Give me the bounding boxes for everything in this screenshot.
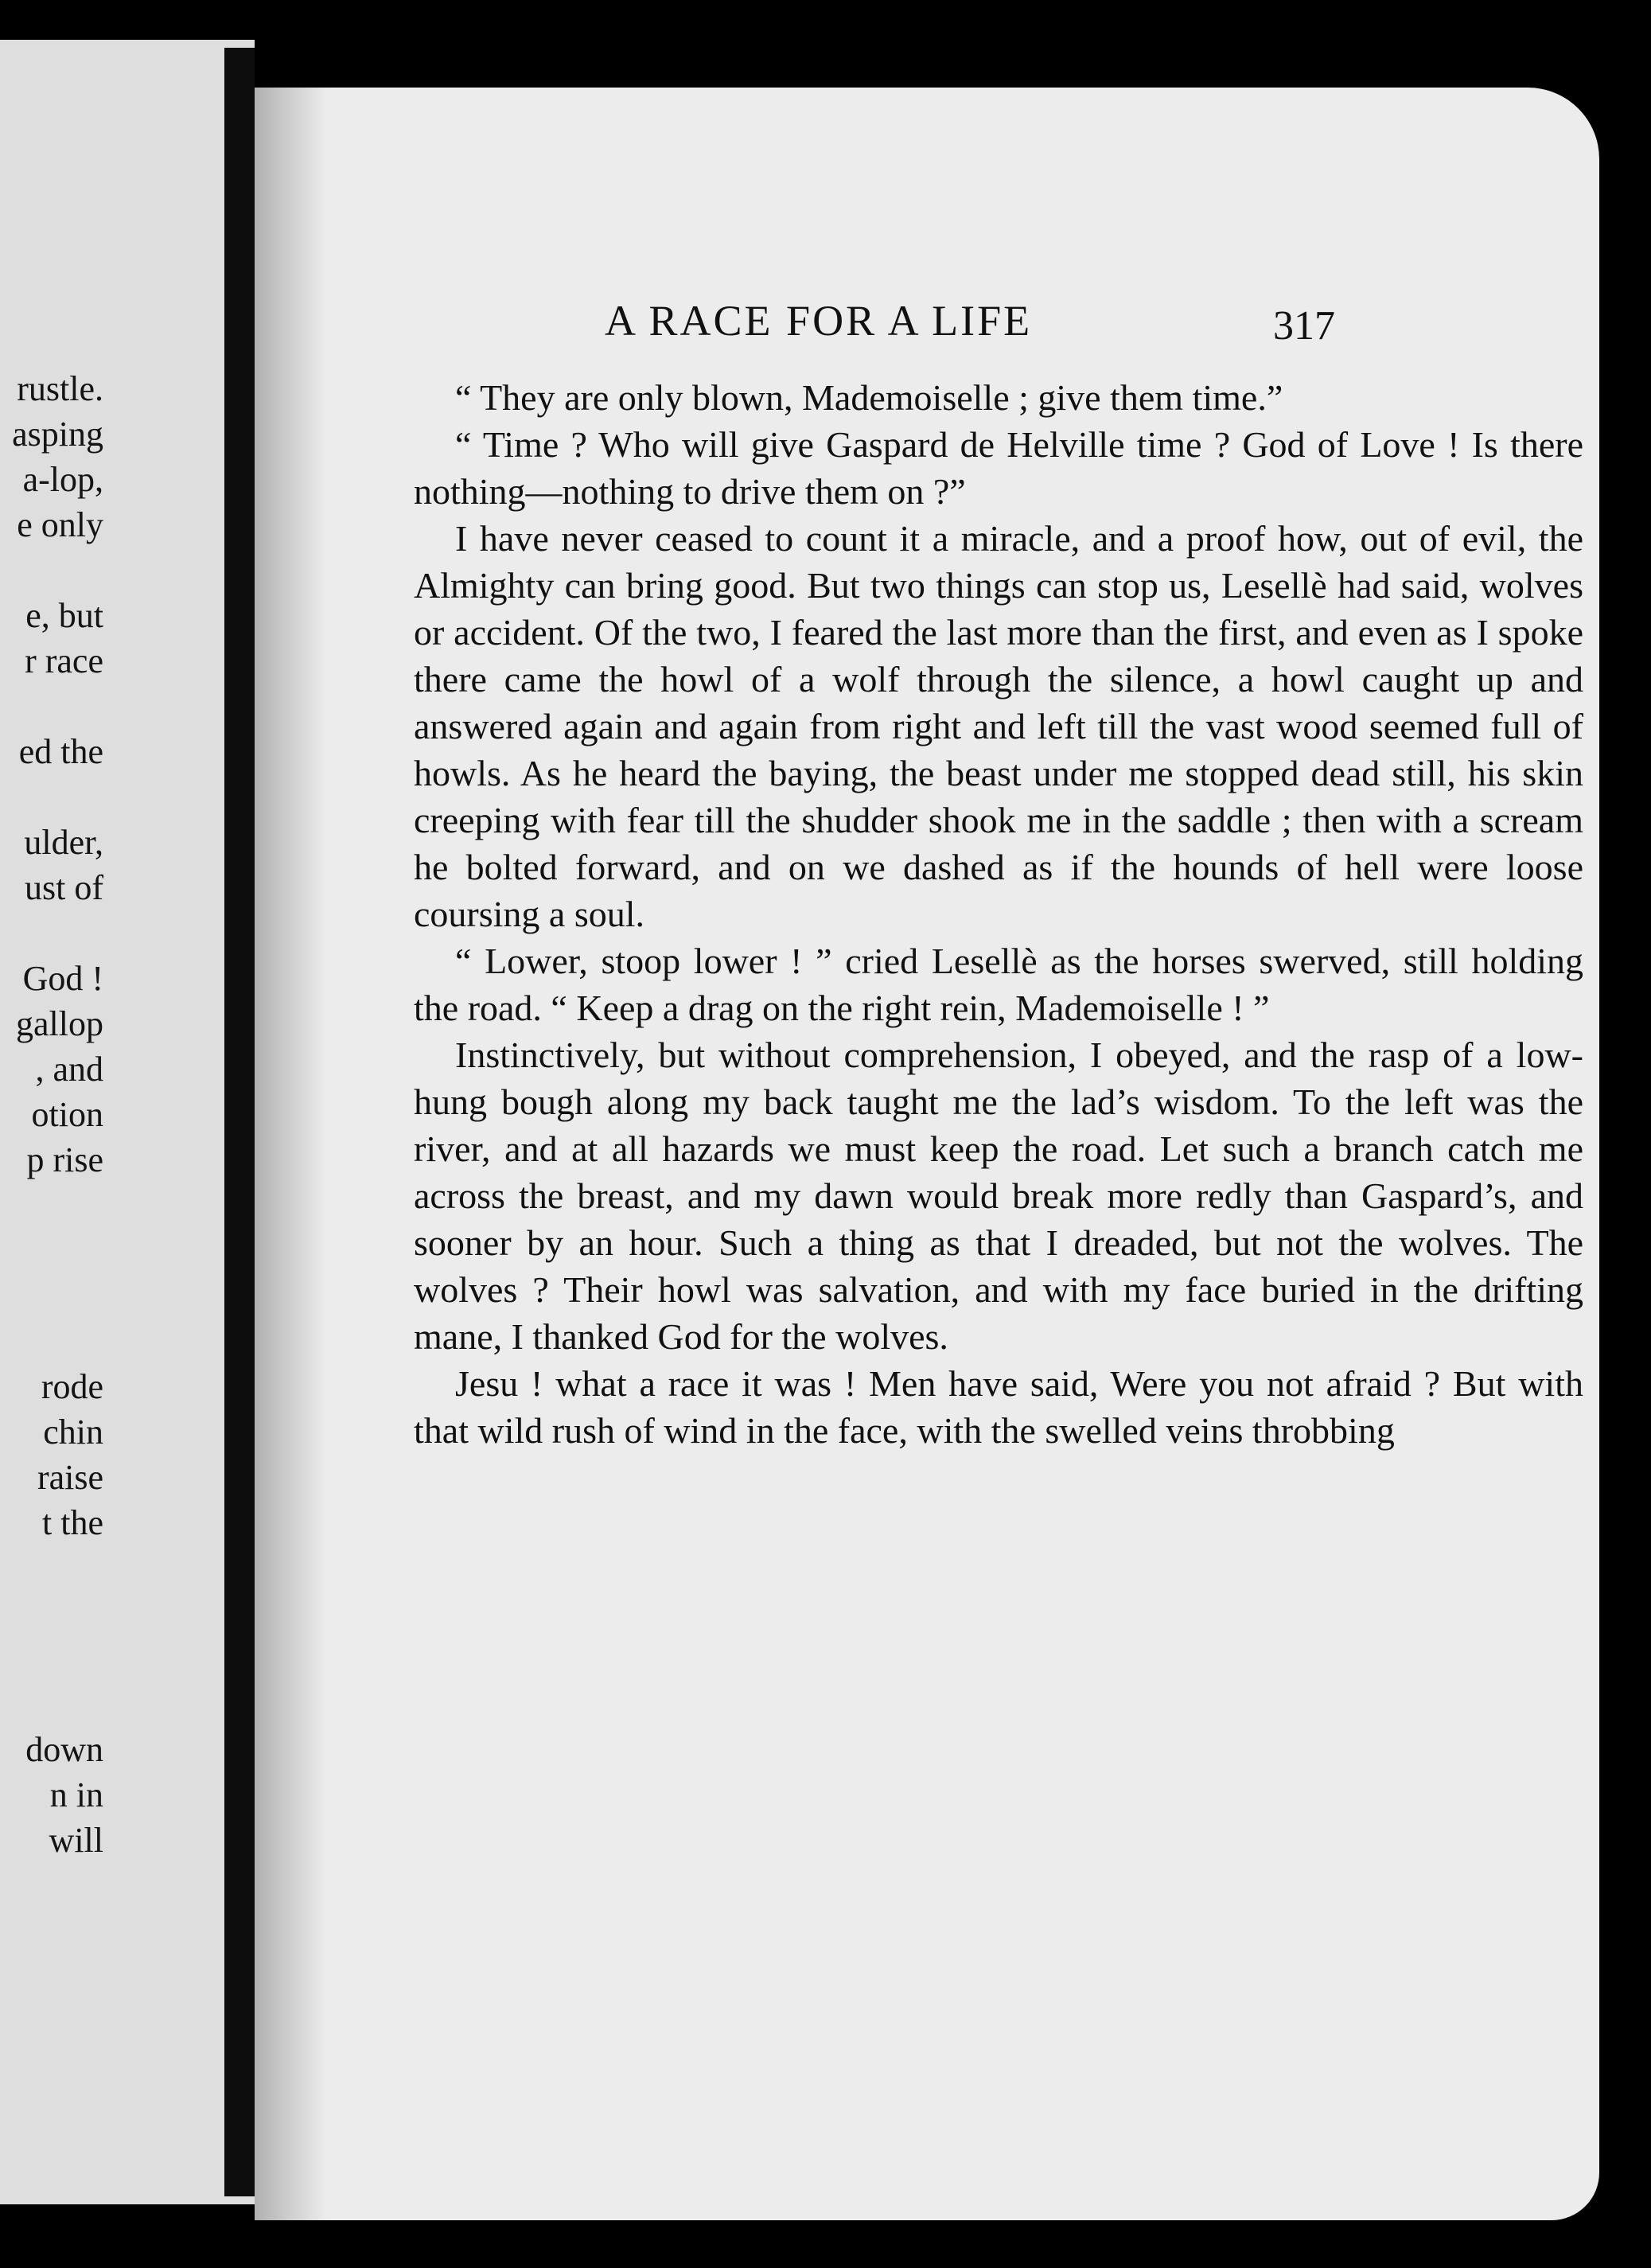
left-line-fragment: e, but (25, 596, 103, 635)
paragraph: “ They are only blown, Mademoiselle ; give them time.” (455, 377, 1283, 418)
line-gap (0, 548, 103, 593)
paragraph: “ Lower, stoop lower ! ” cried Lesellè as the horses swerved, still holding the road. “ Keep a drag on the right rein, Mademoiselle ! ” (414, 941, 1583, 1028)
left-line-fragment: ed the (18, 732, 103, 771)
body-text (414, 374, 1583, 1454)
left-line-fragment: t the (42, 1503, 103, 1542)
gutter-shadow (255, 88, 326, 2220)
left-line-fragment: r race (25, 641, 103, 680)
left-line-fragment: ust of (25, 868, 103, 907)
left-line-fragment: will (49, 1821, 103, 1860)
left-line-fragment: God ! (22, 959, 103, 998)
left-line-fragment: a-lop, (22, 460, 103, 499)
page-number: 317 (1273, 303, 1335, 349)
left-page-text (0, 366, 103, 1863)
paragraph: Instinctively, but without comprehension, I obeyed, and the rasp of a low-hung bough along my back taught me the lad’s wisdom. To the left was the river, and at all hazards we must keep the road. Let such a branch catch me across the breast, and my dawn would break more redly than Gaspard’s, and sooner by an hour. Such a thing as that I dreaded, but not the wolves. The wolves ? Their howl was salvation, and with my face buried in the drifting mane, I thanked God for the wolves. (414, 1035, 1583, 1357)
line-gap (0, 910, 103, 956)
left-line-fragment: p rise (26, 1140, 103, 1179)
paragraph: I have never ceased to count it a miracle, and a proof how, out of evil, the Almighty can bring good. But two things can stop us, Lesellè had said, wolves or accident. Of the two, I feared the last more than the first, and even as I spoke there came the howl of a wolf through the silence, a howl caught up and answered again and again from right and left till the vast wood seemed full of howls. As he heard the baying, the beast under me stopped dead still, his skin creeping with fear till the shudder shook me in the saddle ; then with a scream he bolted forward, and on we dashed as if the hounds of hell were loose coursing a soul. (414, 518, 1583, 934)
line-gap (0, 1545, 103, 1727)
left-page (0, 40, 255, 2204)
paragraph: Jesu ! what a race it was ! Men have said, Were you not afraid ? But with that wild rush of wind in the face, with the swelled veins throbbing (414, 1363, 1583, 1451)
line-gap (0, 684, 103, 729)
line-gap (0, 1183, 103, 1364)
left-line-fragment: n in (49, 1775, 103, 1814)
paragraph: “ Time ? Who will give Gaspard de Helville time ? God of Love ! Is there nothing—nothing to drive them on ?” (414, 424, 1583, 512)
left-line-fragment: asping (12, 415, 103, 454)
left-line-fragment: down (25, 1730, 103, 1769)
left-line-fragment: rode (41, 1367, 103, 1406)
left-line-fragment: rustle. (17, 369, 103, 408)
line-gap (0, 774, 103, 820)
book-spine (224, 48, 255, 2196)
left-line-fragment: e only (17, 505, 103, 544)
left-line-fragment: raise (37, 1458, 103, 1497)
left-line-fragment: chin (43, 1413, 103, 1452)
left-line-fragment: ulder, (24, 823, 103, 862)
left-line-fragment: gallop (16, 1004, 103, 1043)
left-line-fragment: otion (31, 1095, 103, 1134)
running-head: A RACE FOR A LIFE (605, 297, 1033, 345)
right-page (255, 88, 1599, 2220)
left-line-fragment: , and (35, 1050, 103, 1089)
